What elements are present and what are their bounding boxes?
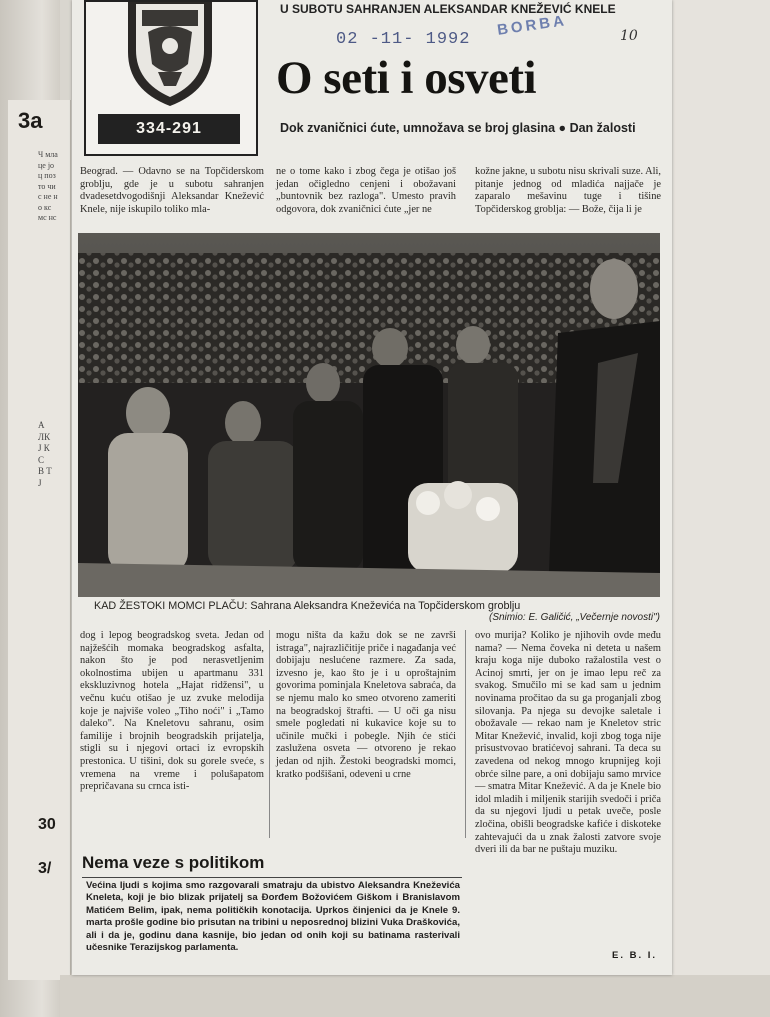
article-column: dog i lepog beogradskog sveta. Jedan od najžešćih momaka beogradskog asfalta, nakon što je pod nerasvetljenim okolnostima ubijen u apartmanu 331 ekskluzivnog hotela „Hajat ridžensi", u večnu kuću otišao je uz zvuke melodija koje je najviše voleo „Tiho noći" i „Tamo daleko". Na Kneletovu sahranu, osim familije i brojnih beogradskih prijatelja, stigli su i njegovi ortaci iz evropskih prestonica. U tišini, dok su gorele sveće, s vremena na vreme i polušapatom prepričavana su crnca isti- [80,630,264,793]
underpage-text-2: А ЛК Ј К С В Т Ј [38,420,52,488]
phone-number-badge: 334-291 [98,114,240,144]
handwritten-note: 10 [620,28,638,44]
article-column: kožne jakne, u subotu nisu skrivali suze. Ali, pitanje jednog od mladića najjače je zaparalo mešavinu tuge i tišine Topčiderskog groblja: — Bože, čija li je [475,166,661,215]
kicker: U SUBOTU SAHRANJEN ALEKSANDAR KNEŽEVIĆ KNELE [280,2,616,16]
sidebar-box-text: Većina ljudi s kojima smo razgovarali smatraju da ubistvo Aleksandra Kneževića Kneleta, koji je bio blizak prijatelj sa Đorđem Božovićem Giškom i Branislavom Matićem Belim, ipak, nema političkih konotacija. Uprkos činjenici da je Knele 9. marta prošle godine bio prisutan na tribini u neposrednoj blizini Vuka Draškovića, ali i da je, godinu dana kasnije, bio jedan od onih koji su batinama rasterivali učesnike Terazijskog parlamenta. [86,880,460,954]
logo-box [84,0,258,156]
headline: O seti i osveti [276,52,537,104]
underpage-heading: 3a [18,108,43,133]
article-column: Beograd. — Odavno se na Topčiderskom groblju, gde je u subotu sahranjen dvadesetdvogodišnji Aleksandar Knežević Knele, nije iskupilo toliko mla- [80,166,264,215]
sidebar-box-title: Nema veze s politikom [82,853,265,872]
deck: Dok zvaničnici ćute, umnožava se broj glasina ● Dan žalosti [280,121,636,135]
column-rule [269,630,270,838]
backing-sheet-bottom [60,975,770,1017]
article-column: mogu ništa da kažu dok se ne završi istraga", najrazličitije priče i nagađanja već dobijaju neslućene razmere. Za sada, izvesno je, kao što je i u oproštajnim govorima pominjala Kneletova sabraća, da se njemu malo ko smeo otvoreno zameriti na beogradskoj štrafti. — U oči ga nisu smele pogledati ni kukavice koje su to učinile mučki i pobegle. Njih će stići zaslužena osveta — otvoreno je rekao jedan od njih. Žestoki beogradski momci, kratko podšišani, odeveni u crne [276,630,456,780]
column-rule [465,630,466,838]
sidebar-box-rule [82,877,462,878]
funeral-photo [78,233,660,597]
underlying-page [8,100,71,980]
photo-credit: (Snimio: E. Galičić, „Večernje novosti") [488,612,660,623]
author-signature: E. B. I. [612,950,658,961]
underpage-mark: 30 [38,816,56,833]
photo-caption: KAD ŽESTOKI MOMCI PLAČU: Sahrana Aleksandra Kneževića na Topčiderskom groblju [94,600,521,612]
newspaper-clipping [72,0,672,975]
underpage-mark: 3/ [38,860,52,877]
archive-stamp: BORBA [496,12,568,39]
backing-sheet [672,0,770,1017]
article-column: ne o tome kako i zbog čega je otišao još jedan očigledno cenjeni i obožavani „buntovnik bez razloga". Umesto pravih odgovora, dok zvaničnici ćute „jer ne [276,166,456,215]
underpage-text: Ч мла це јоц поз то чис не но кс мс нс [38,150,58,222]
city-coat-of-arms-icon [118,2,222,106]
article-column: ovo murija? Koliko je njihovih ovde među nama? — Nema čoveka ni deteta u našem kraju koga nije duboko ražalostila vest o Acinoj smrti, jer on je imao lepu reč za svakog. Smučilo mi se kad sam u jednim novinama pročitao da su ga proganjali zbog silovanja. Pa njega su devojke saletale i obožavale — rekao nam je Kneletov stric Mitar Knežević, invalid, koji zbog toga nije prisustvovao bratićevoj sahrani. Ta deca su zavedena od nekog mnogo krupnijeg koji obrće silne pare, a oni dobijaju samo mrvice — smatra Mitar Knežević. A da je Knele bio idol mladih i miljenik starijih svedoči i priča da su njegovi ljudi u petak uveče, posle zločina, obišli beogradske kafiće i diskoteke zahtevajući da u znak žalosti zatvore svoje dveri ili da bar ne puštaju muziku. [475,630,661,856]
date-stamp: 02 -11- 1992 [336,30,471,49]
